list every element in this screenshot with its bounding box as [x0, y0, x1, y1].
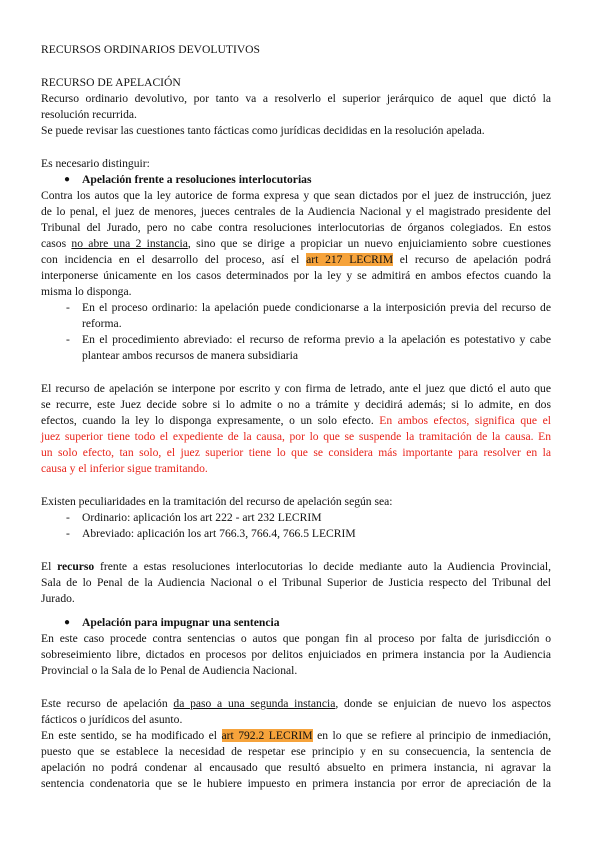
p1-line-4: casos no abre una 2 instancia, sino que se dirige a propiciar un nuevo enjuiciamiento sobre cuestiones — [41, 237, 551, 250]
bullet-heading-interlocutorias: Apelación frente a resoluciones interlocutorias — [82, 173, 312, 186]
p2-line-6: causa y el inferior sigue tramitando. — [41, 462, 208, 475]
dash1-item2-line1: En el procedimiento abreviado: el recurso de reforma previo a la apelación es potestativo y cabe — [82, 333, 551, 346]
bullet-dot: ● — [64, 174, 71, 185]
dash-marker: - — [66, 301, 70, 314]
p6-line-3: En este sentido, se ha modificado el art 792.2 LECRIM en lo que se refiere al principio de inmediación, — [41, 729, 551, 742]
dash1-item1-line2: reforma. — [82, 317, 122, 330]
p1-line-3: Tribunal del Jurado, pero no cabe contra resoluciones interlocutorias de órganos colegiados. En estos — [41, 221, 551, 234]
intro-line-3: Se puede revisar las cuestiones tanto fácticas como jurídicas decididas en la resolución apelada. — [41, 124, 485, 137]
dash-marker: - — [66, 527, 70, 540]
section-heading: RECURSO DE APELACIÓN — [41, 76, 181, 89]
highlight-art-792: art 792.2 LECRIM — [221, 729, 313, 742]
highlight-art-217: art 217 LECRIM — [306, 253, 394, 266]
intro-line-1: Recurso ordinario devolutivo, por tanto va a resolverlo el superior jerárquico de aquel que dictó la — [41, 92, 551, 105]
p4-line-2: Sala de lo Penal de la Audiencia Nacional o el Tribunal Superior de Justicia respecto del Tribunal del — [41, 576, 551, 589]
doc-title: RECURSOS ORDINARIOS DEVOLUTIVOS — [41, 43, 261, 56]
p1-line-7: misma lo disponga. — [41, 285, 132, 298]
p6-line-5: apelación no podrá condenar al encausado que resultó absuelto en primera instancia, ni agravar la — [41, 761, 551, 774]
intro-line-2: resolución recurrida. — [41, 108, 137, 121]
p2-line-5: un solo efecto, tan solo, el juez superior tiene lo que se considera más importante para resolver en la — [41, 446, 551, 459]
underlined-phrase: no abre una 2 instancia — [71, 237, 188, 250]
p5-line-3: Provincial o la Sala de lo Penal de Audiencia Nacional. — [41, 664, 298, 677]
dash1-item2-line2: plantear ambos recursos de manera subsidiaria — [82, 349, 299, 362]
p2-line-2: se recurre, este Juez decide sobre si lo admite o no a trámite y decidirá además; si lo admite, en dos — [41, 398, 551, 411]
p3-text: Existen peculiaridades en la tramitación del recurso de apelación según sea: — [41, 495, 393, 508]
p2-line-3: efectos, cuando la ley lo disponga expresamente, o un solo efecto. En ambos efectos, significa que el — [41, 414, 551, 427]
p6-line-6: sentencia condenatoria que se le hubiere impuesto en primera instancia por error de apreciación de la — [41, 777, 551, 790]
p6-line-4: puesto que se establece la necesidad de respetar ese principio y en su consecuencia, la sentencia de — [41, 745, 551, 758]
underlined-phrase: da paso a una segunda instancia — [173, 697, 336, 710]
dash2-item1: Ordinario: aplicación los art 222 - art 232 LECRIM — [82, 511, 322, 524]
p6-line-1: Este recurso de apelación da paso a una segunda instancia, donde se enjuician de nuevo los aspectos — [41, 697, 551, 710]
p1-line-6: interponerse únicamente en los casos determinados por la ley y se admitirá en ambos efectos cuando la — [41, 269, 551, 282]
dash1-item1-line1: En el proceso ordinario: la apelación puede condicionarse a la interposición previa del recurso de — [82, 301, 551, 314]
p1-line-2: de lo penal, el juez de menores, jueces centrales de la Audiencia Nacional y el magistrado presidente del — [41, 205, 551, 218]
p2-line-4: juez superior tiene todo el expediente de la causa, por lo que se suspende la tramitación de la causa. En — [41, 430, 551, 443]
p1-line-5: con incidencia en el desarrollo del proceso, así el art 217 LECRIM el recurso de apelación podrá — [41, 253, 551, 266]
p4-line-3: Jurado. — [41, 592, 75, 605]
bullet-dot: ● — [64, 617, 71, 628]
dash-marker: - — [66, 333, 70, 346]
p2-line-1: El recurso de apelación se interpone por escrito y con firma de letrado, ante el juez que dictó el auto que — [41, 382, 551, 395]
bullet-heading-sentencia: Apelación para impugnar una sentencia — [82, 616, 280, 629]
p5-line-1: En este caso procede contra sentencias o autos que pongan fin al proceso por falta de jurisdicción o — [41, 632, 551, 645]
p1-line-1: Contra los autos que la ley autorice de forma expresa y que sean dictados por el juez de instrucción, juez — [41, 189, 551, 202]
dash2-item2: Abreviado: aplicación los art 766.3, 766.4, 766.5 LECRIM — [82, 527, 356, 540]
p4-line-1: El recurso frente a estas resoluciones interlocutorias lo decide mediante auto la Audiencia Provincial, — [41, 560, 551, 573]
distinguish-text: Es necesario distinguir: — [41, 157, 150, 170]
p6-line-2: fácticos o jurídicos del asunto. — [41, 713, 183, 726]
dash-marker: - — [66, 511, 70, 524]
p5-line-2: sobreseimiento libre, dictados en procesos por delitos enjuiciados en primera instancia por la Audiencia — [41, 648, 551, 661]
